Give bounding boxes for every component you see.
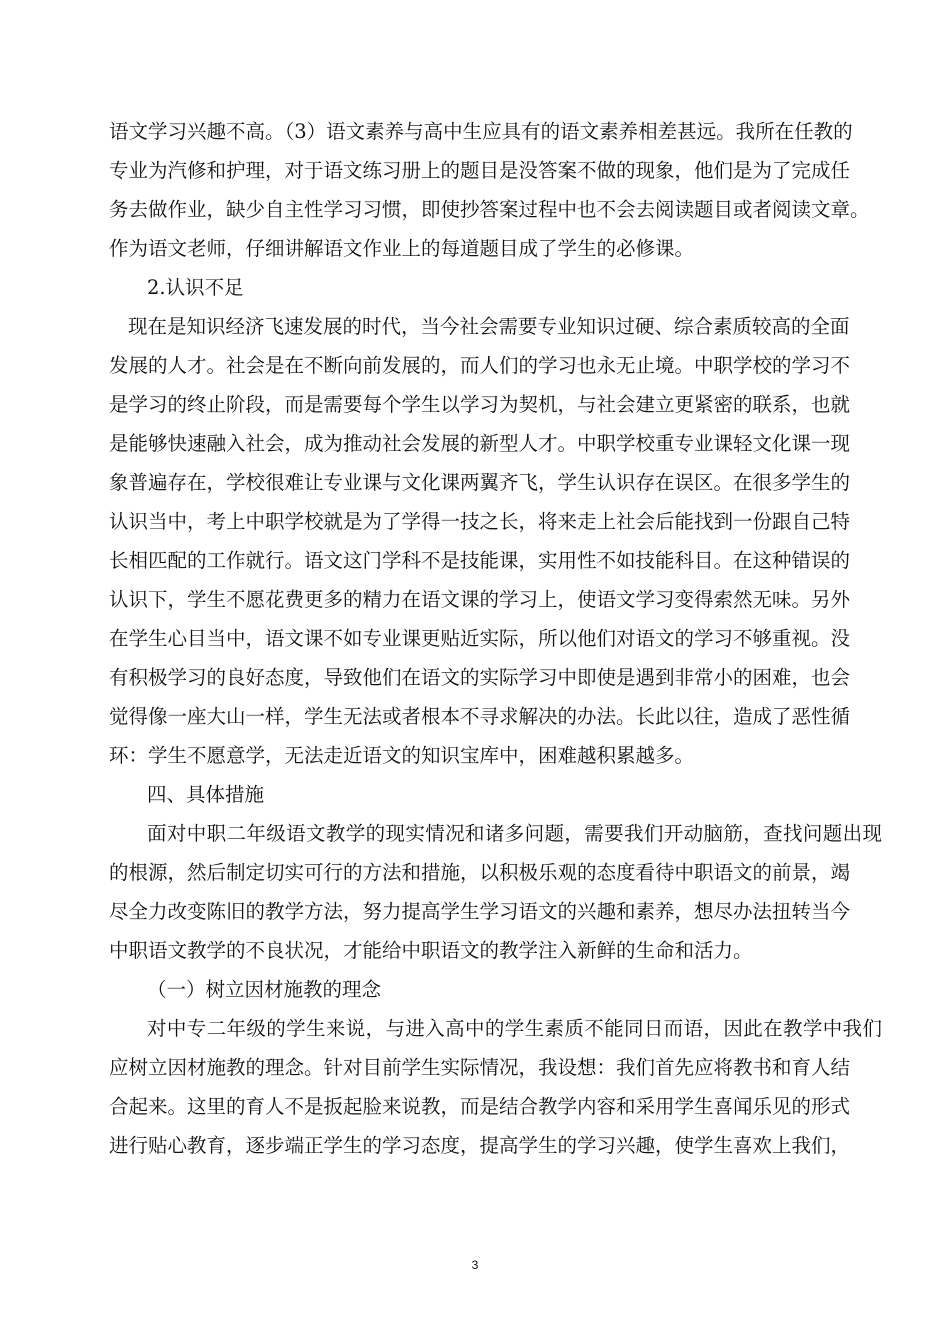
text-line: 是学习的终止阶段，而是需要每个学生以学习为契机，与社会建立更紧密的联系，也就 <box>109 393 851 416</box>
text-line: 有积极学习的良好态度，导致他们在语文的实际学习中即使是遇到非常小的困难，也会 <box>109 666 851 689</box>
paragraph-subsection <box>109 1009 882 1165</box>
text-line: 象普遍存在，学校很难让专业课与文化课两翼齐飞，学生认识存在误区。在很多学生的 <box>109 471 851 494</box>
text-line: 面对中职二年级语文教学的现实情况和诸多问题，需要我们开动脑筋，查找问题出现 <box>147 822 882 845</box>
text-line: 尽全力改变陈旧的教学方法，努力提高学生学习语文的兴趣和素养，想尽办法扭转当今 <box>109 900 851 923</box>
text-line: 的根源，然后制定切实可行的方法和措施，以积极乐观的态度看待中职语文的前景，竭 <box>109 861 851 884</box>
text-line: 环：学生不愿意学，无法走近语文的知识宝库中，困难越积累越多。 <box>109 744 695 767</box>
section-heading-recognition: 2.认识不足 <box>147 276 244 299</box>
section-heading-measures: 四、具体措施 <box>147 783 265 806</box>
text-line: 应树立因材施教的理念。针对目前学生实际情况，我设想：我们首先应将教书和育人结 <box>109 1056 851 1079</box>
text-line: 现在是知识经济飞速发展的时代，当今社会需要专业知识过硬、综合素质较高的全面 <box>128 315 850 338</box>
text-line: 作为语文老师，仔细讲解语文作业上的每道题目成了学生的必修课。 <box>109 237 695 260</box>
paragraph-measures <box>109 814 882 970</box>
text-line: 中职语文教学的不良状况，才能给中职语文的教学注入新鲜的生命和活力。 <box>109 939 753 962</box>
text-line: 语文学习兴趣不高。（3）语文素养与高中生应具有的语文素养相差甚远。我所在任教的 <box>109 120 853 143</box>
text-line: 务去做作业，缺少自主性学习习惯，即使抄答案过程中也不会去阅读题目或者阅读文章。 <box>109 198 870 221</box>
subsection-heading: （一）树立因材施教的理念 <box>147 978 382 1001</box>
paragraph-recognition <box>128 307 863 346</box>
document-page <box>109 112 882 1165</box>
text-line: 对中专二年级的学生来说，与进入高中的学生素质不能同日而语，因此在教学中我们 <box>147 1017 882 1040</box>
text-line: 专业为汽修和护理，对于语文练习册上的题目是没答案不做的现象，他们是为了完成任 <box>109 159 851 182</box>
page-number: 3 <box>471 1258 479 1272</box>
paragraph-continuation <box>109 112 870 268</box>
text-line: 合起来。这里的育人不是扳起脸来说教，而是结合教学内容和采用学生喜闻乐见的形式 <box>109 1095 851 1118</box>
text-line: 发展的人才。社会是在不断向前发展的，而人们的学习也永无止境。中职学校的学习不 <box>109 354 851 377</box>
text-line: 觉得像一座大山一样，学生无法或者根本不寻求解决的办法。长此以往，造成了恶性循 <box>109 705 851 728</box>
text-line: 认识当中，考上中职学校就是为了学得一技之长，将来走上社会后能找到一份跟自己特 <box>109 510 851 533</box>
text-line: 是能够快速融入社会，成为推动社会发展的新型人才。中职学校重专业课轻文化课一现 <box>109 432 851 455</box>
paragraph-recognition-body <box>109 346 851 775</box>
text-line: 认识下，学生不愿花费更多的精力在语文课的学习上，使语文学习变得索然无味。另外 <box>109 588 851 611</box>
text-line: 长相匹配的工作就行。语文这门学科不是技能课，实用性不如技能科目。在这种错误的 <box>109 549 851 572</box>
text-line: 进行贴心教育，逐步端正学生的学习态度，提高学生的学习兴趣，使学生喜欢上我们， <box>109 1134 851 1157</box>
text-line: 在学生心目当中，语文课不如专业课更贴近实际，所以他们对语文的学习不够重视。没 <box>109 627 851 650</box>
